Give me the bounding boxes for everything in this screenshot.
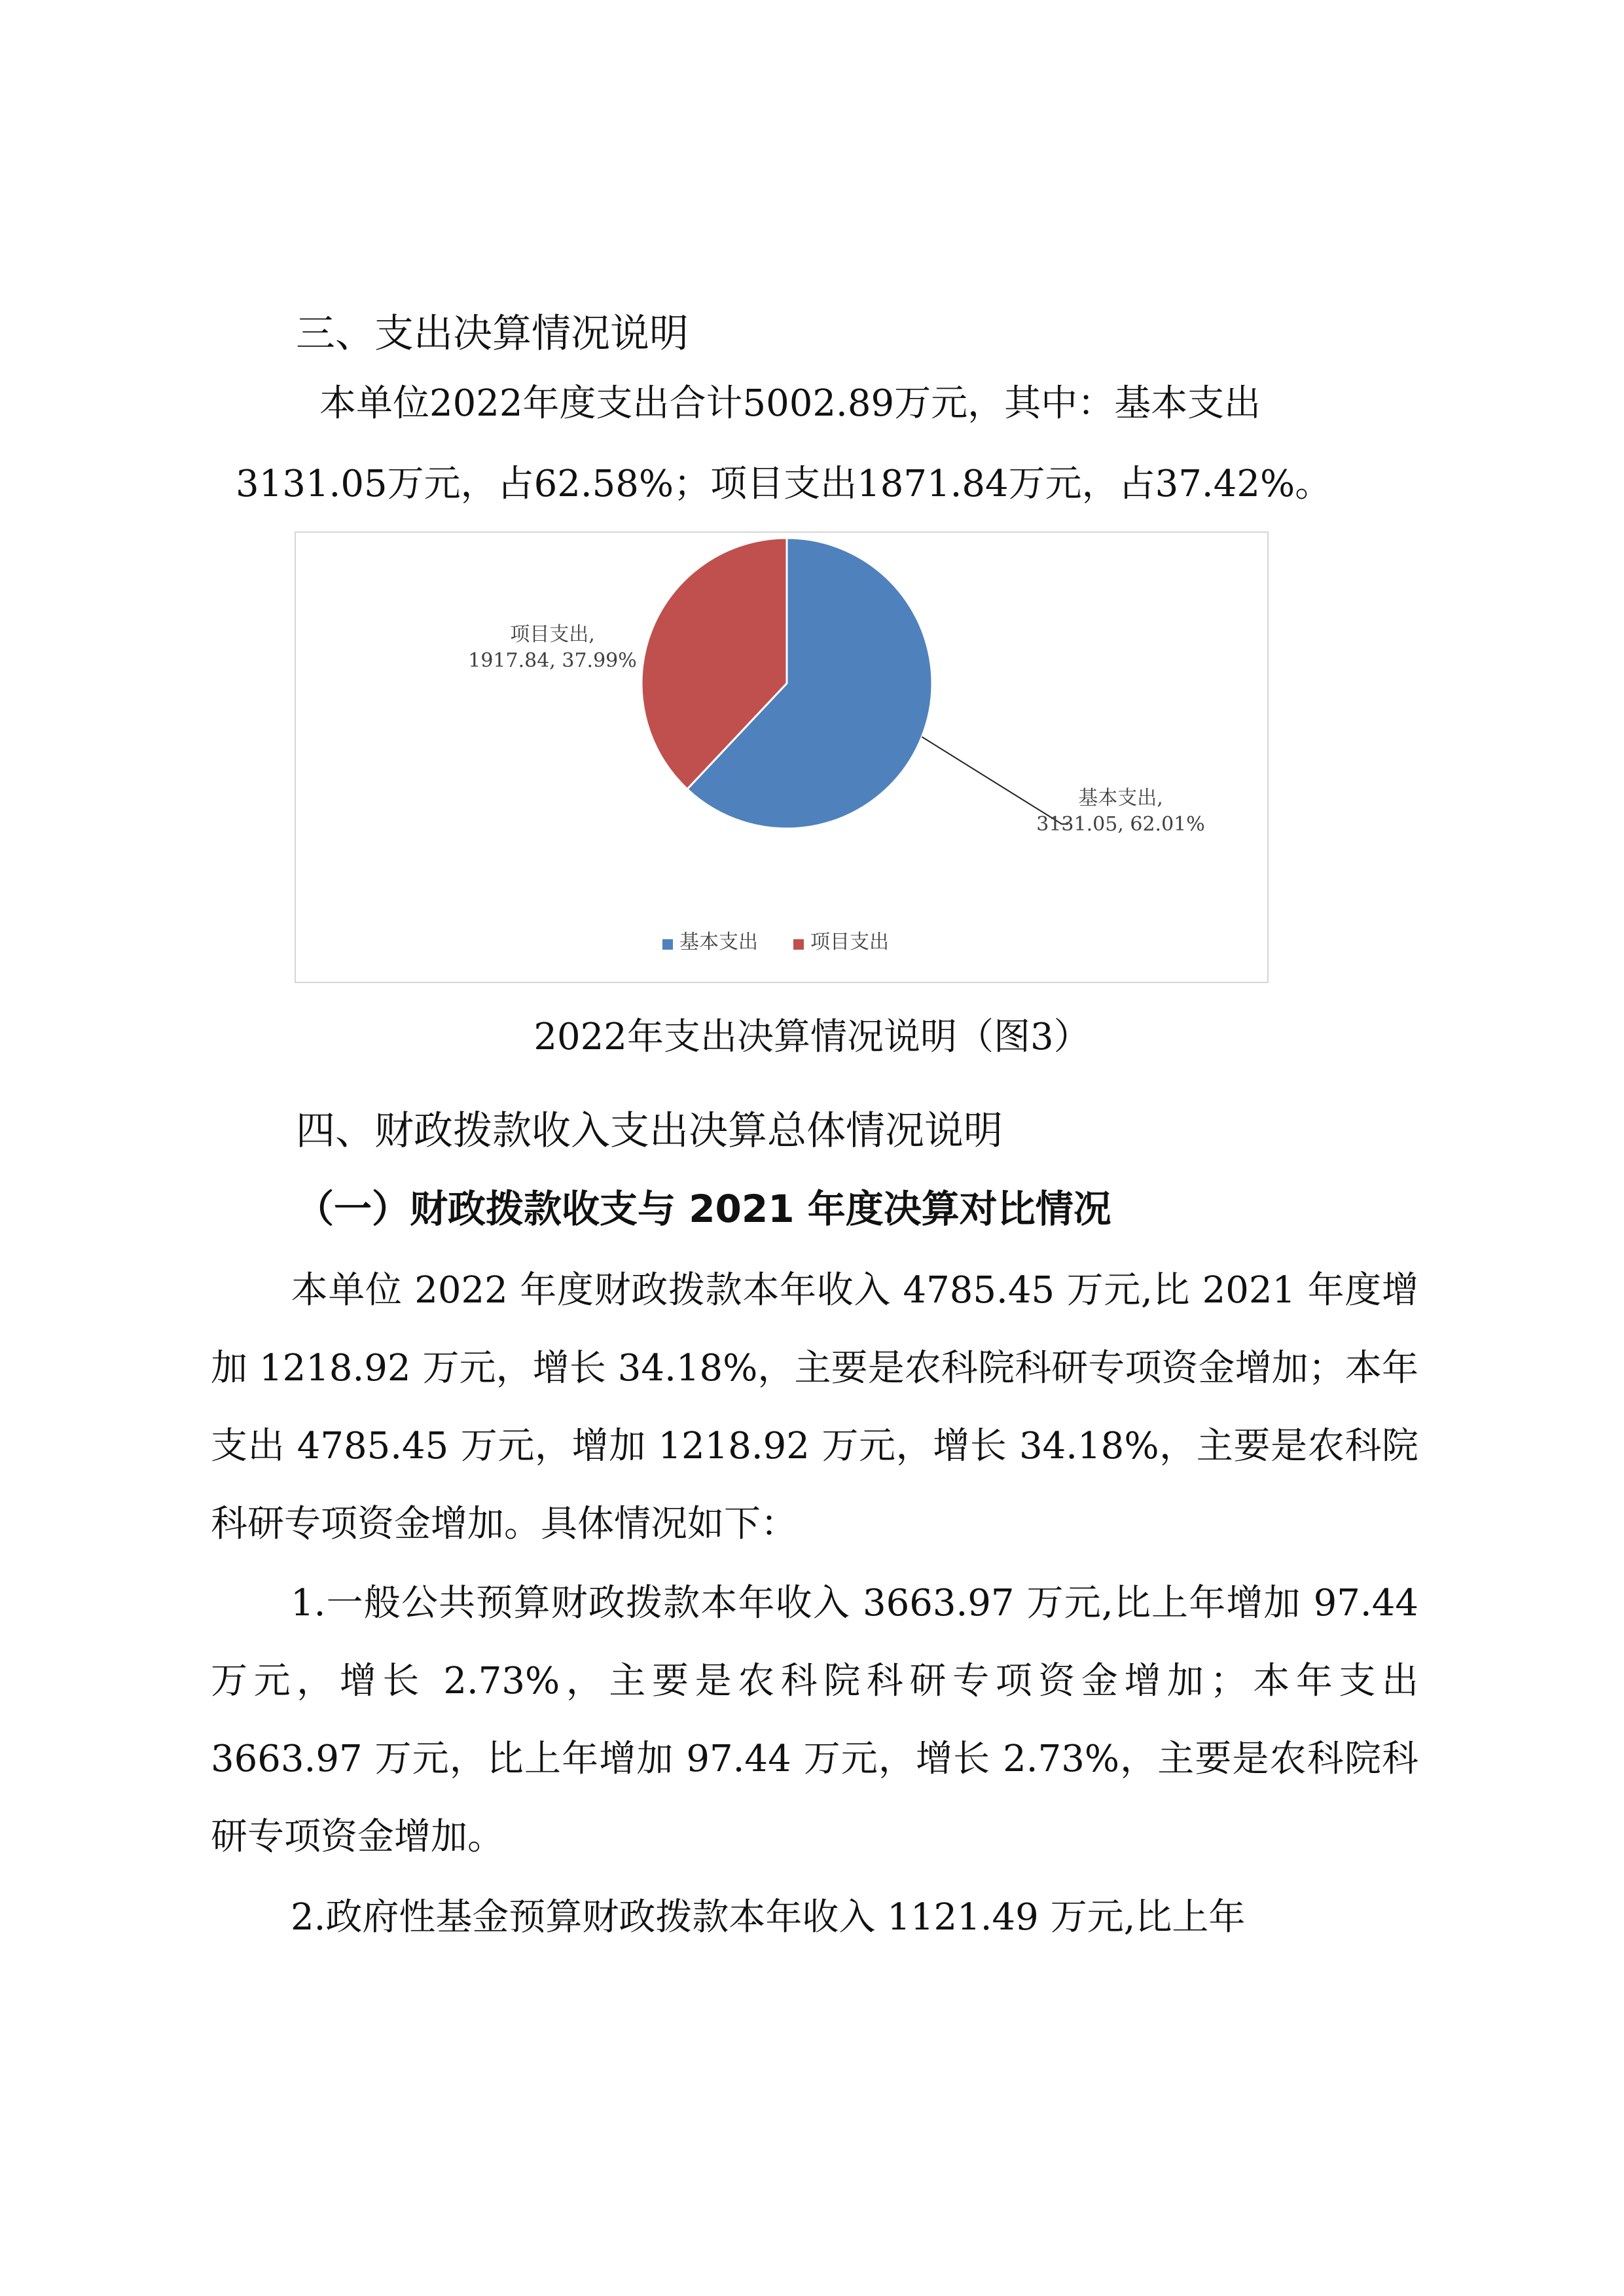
figure-caption: 2022年支出决算情况说明（图3） (533, 1016, 1091, 1058)
data-label-value: 1917.84, 37.99% (468, 649, 637, 672)
data-label-value: 3131.05, 62.01% (1036, 813, 1205, 836)
section-4-paragraph-1: 本单位 2022 年度财政拨款本年收入 4785.45 万元,比 2021 年度增加 1218.92 万元，增长 34.18%，主要是农科院科研专项资金增加；本年支出 4785.45 万元，增加 1218.92 万元，增长 34.18%，主要是农科院科研专项资金增加。具体情况如下： (211, 1269, 1418, 1545)
section-4-paragraph-2: 1.一般公共预算财政拨款本年收入 3663.97 万元,比上年增加 97.44 万元，增长 2.73%，主要是农科院科研专项资金增加；本年支出 3663.97 万元，比上年增加 97.44 万元，增长 2.73%，主要是农科院科研专项资金增加。 (211, 1582, 1418, 1858)
data-label-name: 项目支出, (510, 623, 595, 646)
section-4-heading: 四、财政拨款收入支出决算总体情况说明 (296, 1108, 1003, 1154)
section-3-heading: 三、支出决算情况说明 (296, 311, 689, 357)
legend-label: 基本支出 (679, 931, 758, 954)
section-3-paragraph-line-2: 3131.05万元，占62.58%；项目支出1871.84万元，占37.42%。 (236, 463, 1332, 505)
section-4-paragraph-3: 2.政府性基金预算财政拨款本年收入 1121.49 万元,比上年 (291, 1896, 1246, 1939)
section-3-paragraph-line-1: 本单位2022年度支出合计5002.89万元，其中：基本支出 (319, 382, 1261, 425)
expenditure-pie-chart (295, 531, 1269, 983)
leader-line-basic-expenditure (922, 737, 1068, 824)
data-label-name: 基本支出, (1078, 787, 1163, 810)
legend-swatch (662, 939, 673, 950)
section-4-subheading: （一）财政拨款收支与 2021 年度决算对比情况 (296, 1187, 1111, 1231)
legend-swatch (793, 939, 804, 950)
legend-label: 项目支出 (810, 931, 889, 954)
pie-chart-svg (296, 533, 1270, 984)
